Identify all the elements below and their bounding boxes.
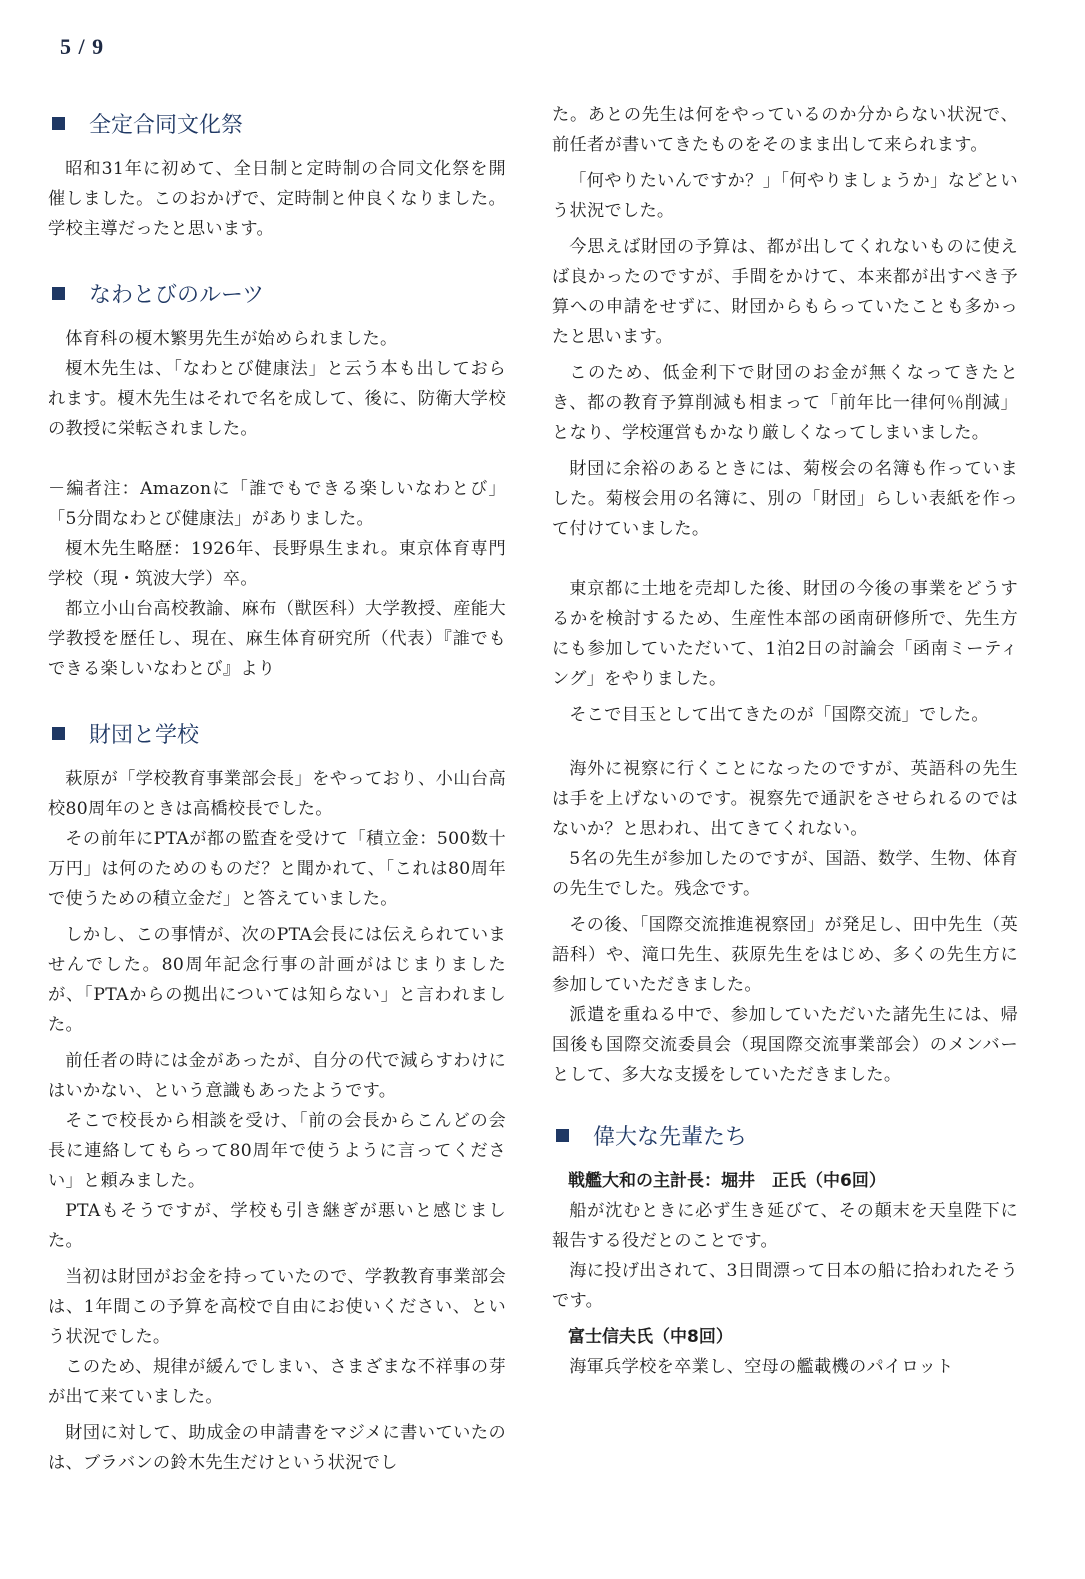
paragraph: そこで目玉として出てきたのが「国際交流」でした。 xyxy=(569,705,989,725)
paragraph: 榎木先生は、「なわとび健康法」と云う本も出しておられます。榎木先生はそれで名を成して、後に、防衛大学校の教授に栄転されました。 xyxy=(48,359,506,439)
section-heading-nawatobi xyxy=(48,276,506,310)
paragraph: 当初は財団がお金を持っていたので、学教教育事業部会は、1年間この予算を高校で自由にお使いください、という状況でした。 xyxy=(48,1267,506,1347)
paragraph: そこで校長から相談を受け、「前の会長からこんどの会長に連絡してもらって80周年で使うように言ってください」と頼みました。 xyxy=(48,1111,506,1191)
paragraph: 昭和31年に初めて、全日制と定時制の合同文化祭を開催しました。このおかげで、定時制と仲良くなりました。学校主導だったと思います。 xyxy=(48,159,506,239)
square-bullet-icon xyxy=(556,1129,569,1142)
section-heading-zaidan xyxy=(48,716,506,750)
section-heading-bunkasai xyxy=(48,106,506,140)
person-heading: 戦艦大和の主計長：堀井 正氏（中6回） xyxy=(568,1171,886,1191)
paragraph: 前任者の時には金があったが、自分の代で減らすわけにはいかない、という意識もあったようです。 xyxy=(48,1051,506,1101)
paragraph: 萩原が「学校教育事業部会長」をやっており、小山台高校80周年のときは高橋校長でした。 xyxy=(48,769,506,819)
paragraph: た。あとの先生は何をやっているのか分からない状況で、前任者が書いてきたものをそのまま出して来られます。 xyxy=(552,105,1018,155)
heading-text: 財団と学校 xyxy=(89,722,200,748)
paragraph: 派遣を重ねる中で、参加していただいた諸先生には、帰国後も国際交流委員会（現国際交流事業部会）のメンバーとして、多大な支援をしていただきました。 xyxy=(552,1005,1018,1085)
editor-note: －編者注：Amazonに「誰でもできる楽しいなわとび」「5分間なわとび健康法」がありました。 xyxy=(48,479,506,529)
paragraph: PTAもそうですが、学校も引き継ぎが悪いと感じました。 xyxy=(48,1201,506,1251)
section-heading-senpai xyxy=(552,1118,1018,1152)
square-bullet-icon xyxy=(52,117,65,130)
paragraph: 「何やりたいんですか？」「何やりましょうか」などという状況でした。 xyxy=(552,171,1018,221)
paragraph: このため、規律が緩んでしまい、さまざまな不祥事の芽が出て来ていました。 xyxy=(48,1357,506,1407)
paragraph: このため、低金利下で財団のお金が無くなってきたとき、都の教育予算削減も相まって「前年比一律何％削減」となり、学校運営もかなり厳しくなってしまいました。 xyxy=(552,363,1018,443)
heading-text: 全定合同文化祭 xyxy=(89,112,244,138)
paragraph: 財団に余裕のあるときには、菊桜会の名簿も作っていました。菊桜会用の名簿に、別の「財団」らしい表紙を作って付けていました。 xyxy=(552,459,1018,539)
paragraph: 船が沈むときに必ず生き延びて、その顛末を天皇陛下に報告する役だとのことです。 xyxy=(552,1201,1018,1251)
paragraph: 今思えば財団の予算は、都が出してくれないものに使えば良かったのですが、手間をかけて、本来都が出すべき予算への申請をせずに、財団からもらっていたことも多かったと思います。 xyxy=(552,237,1018,347)
paragraph: 5名の先生が参加したのですが、国語、数学、生物、体育の先生でした。残念です。 xyxy=(552,849,1018,899)
paragraph: しかし、この事情が、次のPTA会長には伝えられていませんでした。80周年記念行事の計画がはじまりましたが、「PTAからの拠出については知らない」と言われました。 xyxy=(48,925,506,1035)
paragraph: 海に投げ出されて、3日間漂って日本の船に拾われたそうです。 xyxy=(552,1261,1018,1311)
left-column xyxy=(48,100,506,1478)
paragraph: 財団に対して、助成金の申請書をマジメに書いていたのは、ブラバンの鈴木先生だけという状況でし xyxy=(48,1423,506,1473)
page-number: 5 / 9 xyxy=(60,34,105,59)
paragraph: 東京都に土地を売却した後、財団の今後の事業をどうするかを検討するため、生産性本部の函南研修所で、先生方にも参加していただいて、1泊2日の討論会「函南ミーティング」をやりました。 xyxy=(552,579,1018,689)
paragraph: 体育科の榎木繁男先生が始められました。 xyxy=(65,329,398,349)
person-heading: 富士信夫氏（中8回） xyxy=(568,1327,733,1347)
editor-note: 都立小山台高校教諭、麻布（獣医科）大学教授、産能大学教授を歴任し、現在、麻生体育研究所（代表）『誰でもできる楽しいなわとび』より xyxy=(48,599,506,679)
paragraph: 海外に視察に行くことになったのですが、英語科の先生は手を上げないのです。視察先で通訳をさせられるのではないか？と思われ、出てきてくれない。 xyxy=(552,759,1018,839)
heading-text: なわとびのルーツ xyxy=(89,282,265,308)
paragraph: その後、「国際交流推進視察団」が発足し、田中先生（英語科）や、滝口先生、荻原先生をはじめ、多くの先生方に参加していただきました。 xyxy=(552,915,1018,995)
square-bullet-icon xyxy=(52,727,65,740)
square-bullet-icon xyxy=(52,287,65,300)
paragraph: 海軍兵学校を卒業し、空母の艦載機のパイロット xyxy=(569,1357,954,1377)
right-column xyxy=(552,100,1018,1382)
editor-note: 榎木先生略歴：1926年、長野県生まれ。東京体育専門学校（現・筑波大学）卒。 xyxy=(48,539,506,589)
heading-text: 偉大な先輩たち xyxy=(593,1124,748,1150)
paragraph: その前年にPTAが都の監査を受けて「積立金：500数十万円」は何のためのものだ？と聞かれて、「これは80周年で使うための積立金だ」と答えていました。 xyxy=(48,829,506,909)
